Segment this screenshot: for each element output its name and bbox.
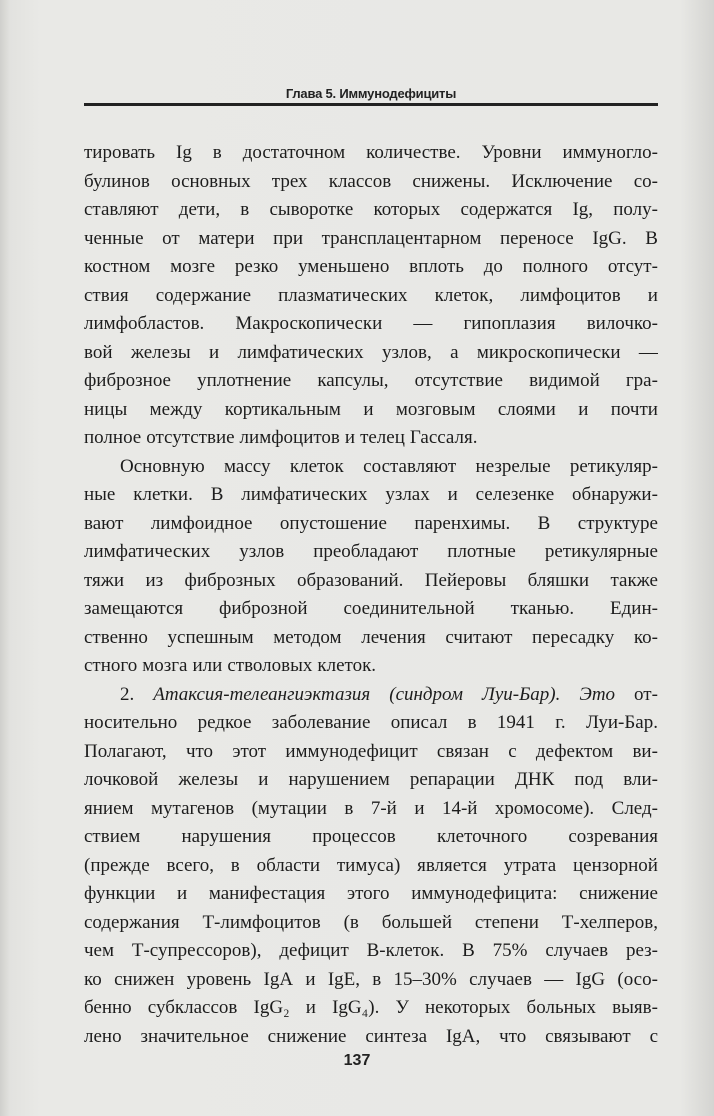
paragraph <box>84 681 658 1052</box>
body-text <box>84 139 658 1051</box>
text-line: Полагают, что этот иммунодефицит связан с дефектом ви- <box>84 740 658 762</box>
text-line: замещаются фиброзной соединительной тканью. Един- <box>84 598 658 619</box>
text-line: функции и манифестация этого иммунодефицита: снижение <box>84 883 658 904</box>
running-header: Глава 5. Иммунодефициты <box>285 86 457 101</box>
text-line: ницы между кортикальным и мозговым слоями и почти <box>84 398 658 420</box>
text-line: ственно успешным методом лечения считают пересадку ко- <box>84 626 658 648</box>
text-line: фиброзное уплотнение капсулы, отсутствие видимой гра- <box>84 370 658 391</box>
text-line: янием мутагенов (мутации в 7-й и 14-й хромосоме). След- <box>84 797 658 819</box>
page-number: 137 <box>343 1052 371 1069</box>
text-line: булинов основных трех классов снижены. Исключение со- <box>84 170 658 192</box>
text-line: тировать Ig в достаточном количестве. Уровни иммуногло- <box>84 142 658 163</box>
text-line: ствием нарушения процессов клеточного созревания <box>84 826 658 847</box>
paragraph <box>84 139 658 453</box>
text-line: ные клетки. В лимфатических узлах и селезенке обнаружи- <box>84 484 658 505</box>
text-line: носительно редкое заболевание описал в 1941 г. Луи-Бар. <box>84 712 658 733</box>
text-line: вой железы и лимфатических узлов, а микроскопически — <box>84 341 658 363</box>
text-line: (прежде всего, в области тимуса) является утрата цензорной <box>84 854 658 876</box>
text-line: ченные от матери при трансплацентарном переносе IgG. В <box>84 227 658 249</box>
text-line: содержания Т-лимфоцитов (в большей степени Т-хелперов, <box>84 911 658 933</box>
text-line: Основную массу клеток составляют незрелые ретикуляр- <box>120 455 658 477</box>
text-line: лено значительное снижение синтеза IgA, что связывают с <box>84 1025 658 1047</box>
text-line: лимфатических узлов преобладают плотные ретикулярные <box>84 541 658 562</box>
text-line: ставляют дети, в сыворотке которых содержатся Ig, полу- <box>84 199 658 220</box>
text-line: ствия содержание плазматических клеток, лимфоцитов и <box>84 284 658 306</box>
text-line: чем Т-супрессоров), дефицит В-клеток. В 75% случаев рез- <box>84 940 658 961</box>
header-rule <box>84 103 658 106</box>
text-line: вают лимфоидное опустошение паренхимы. В структуре <box>84 512 658 534</box>
text-line: бенно субклассов IgG₂ и IgG₄). У некоторых больных выяв- <box>84 997 658 1018</box>
text-line: тяжи из фиброзных образований. Пейеровы бляшки также <box>84 569 658 591</box>
text-line: ко снижен уровень IgA и IgE, в 15–30% случаев — IgG (осо- <box>84 968 658 990</box>
paragraph <box>84 453 658 681</box>
text-line: 2. Атаксия-телеангиэктазия (синдром Луи-Бар). Это от- <box>120 683 658 705</box>
text-line: стного мозга или стволовых клеток. <box>84 655 377 676</box>
text-line: полное отсутствие лимфоцитов и телец Гассаля. <box>84 427 478 448</box>
text-line: лимфобластов. Макроскопически — гипоплазия вилочко- <box>84 313 658 334</box>
text-line: костном мозге резко уменьшено вплоть до полного отсут- <box>84 256 658 277</box>
text-line: лочковой железы и нарушением репарации ДНК под вли- <box>84 769 658 790</box>
